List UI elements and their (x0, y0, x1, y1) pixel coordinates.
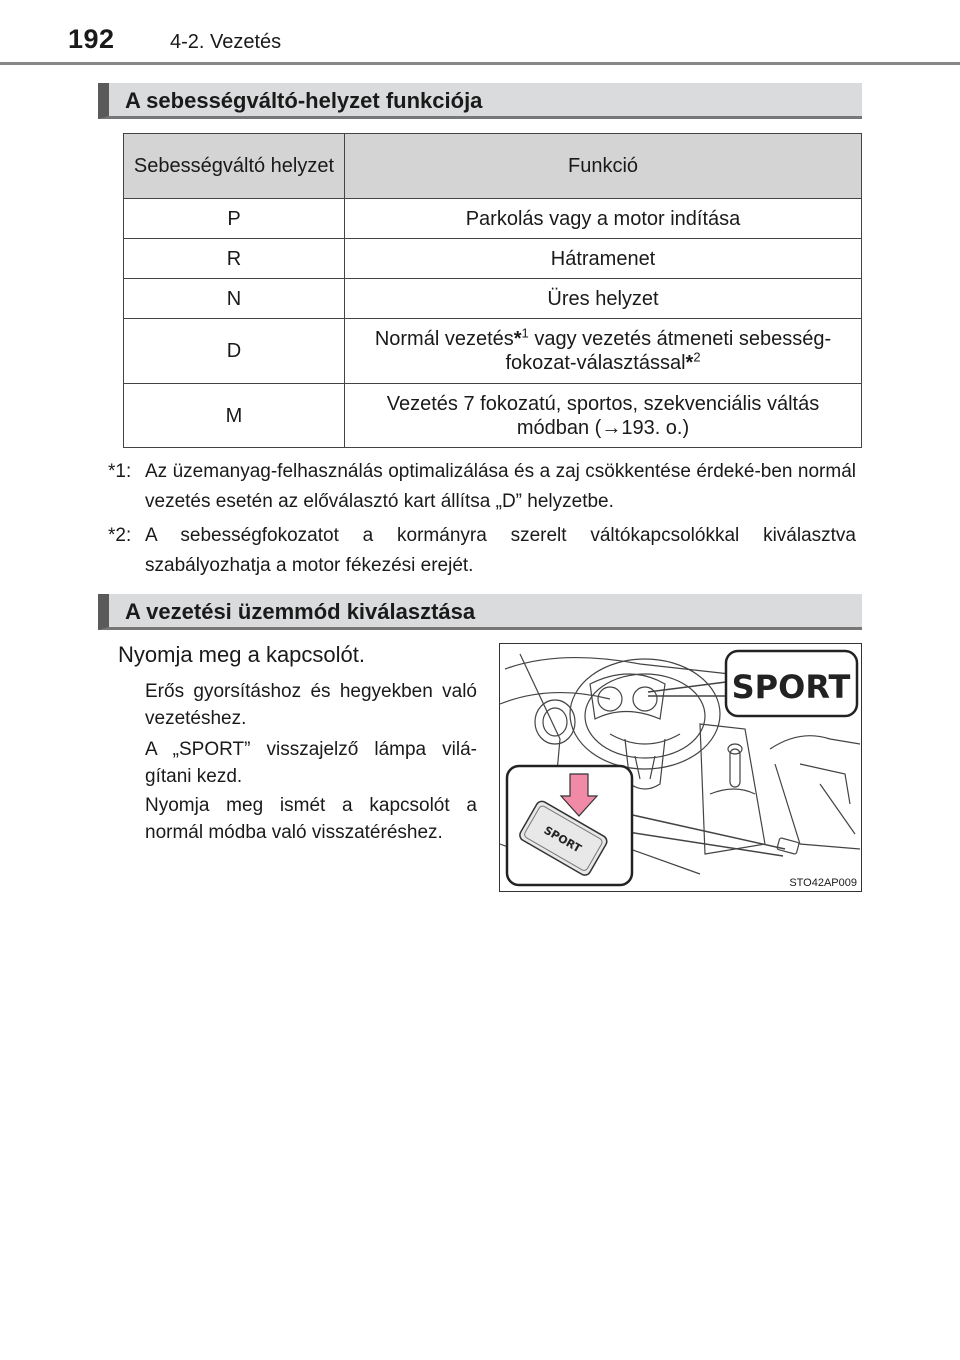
footnote-mark: *1: (108, 461, 132, 482)
footnote-mark: *2: (108, 525, 132, 546)
paragraph: Erős gyorsításhoz és hegyekben való vezetéshez. (145, 681, 477, 729)
table-cell-position: N (124, 279, 345, 319)
section-heading-text: A vezetési üzemmód kiválasztása (125, 599, 476, 624)
header-divider (0, 62, 960, 65)
table-cell-function: Parkolás vagy a motor indítása (345, 199, 862, 239)
page-number: 192 (68, 24, 115, 54)
footnote-2 (108, 521, 856, 581)
sport-switch-label: SPORT (541, 823, 584, 856)
sport-indicator-label: SPORT (731, 668, 851, 706)
footnote-1 (108, 457, 856, 517)
section-heading-gear-function (98, 83, 862, 119)
table-cell-function: Vezetés 7 fokozatú, sportos, szekvenciális váltás módban (→193. o.) (345, 384, 862, 448)
figure-code: STO42AP009 (789, 877, 857, 889)
table-row (124, 199, 862, 239)
gear-position-table (123, 133, 862, 448)
table-cell-position: R (124, 239, 345, 279)
footnote-ref-1: 1 (521, 325, 529, 341)
instruction-lead: Nyomja meg a kapcsolót. (118, 642, 365, 667)
table-header-row (124, 134, 862, 199)
table-cell-function (345, 319, 862, 384)
table-row (124, 279, 862, 319)
paragraph: Nyomja meg ismét a kapcsolót a normál módba való visszatéréshez. (145, 795, 477, 843)
table-cell-position: D (124, 319, 345, 384)
table-cell-position: P (124, 199, 345, 239)
footnote-text: Az üzemanyag-felhasználás optimalizálása és a zaj csökkentése érdeké-ben normál vezetés esetén az előválasztó kart állítsa „D” helyzetbe. (145, 461, 856, 512)
table-cell-function: Hátramenet (345, 239, 862, 279)
section-heading-drive-mode (98, 594, 862, 630)
function-text-part: Normál vezetés (374, 328, 514, 350)
table-row (124, 319, 862, 384)
table-row (124, 239, 862, 279)
dashboard-drawing (500, 644, 860, 890)
section-reference: 4-2. Vezetés (170, 31, 282, 53)
section-heading-text: A sebességváltó-helyzet funkciója (125, 88, 483, 113)
function-text-part: vagy vezetés átmeneti sebesség-fokozat-választással (505, 328, 832, 374)
table-header-gear-position: Sebességváltó helyzet (124, 134, 345, 199)
footnote-text: A sebességfokozatot a kormányra szerelt váltókapcsolókkal kiválasztva szabályozhatja a motor fékezési erejét. (145, 525, 856, 576)
table-cell-function: Üres helyzet (345, 279, 862, 319)
footnote-star: * (513, 328, 522, 350)
table-header-function: Funkció (345, 134, 862, 199)
footnote-star: * (685, 352, 694, 374)
table-cell-position: M (124, 384, 345, 448)
sport-switch-illustration (499, 643, 862, 892)
table-row (124, 384, 862, 448)
paragraph: A „SPORT” visszajelző lámpa vilá-gítani kezd. (145, 739, 477, 787)
footnote-ref-2: 2 (693, 349, 701, 365)
page-header (0, 0, 960, 70)
